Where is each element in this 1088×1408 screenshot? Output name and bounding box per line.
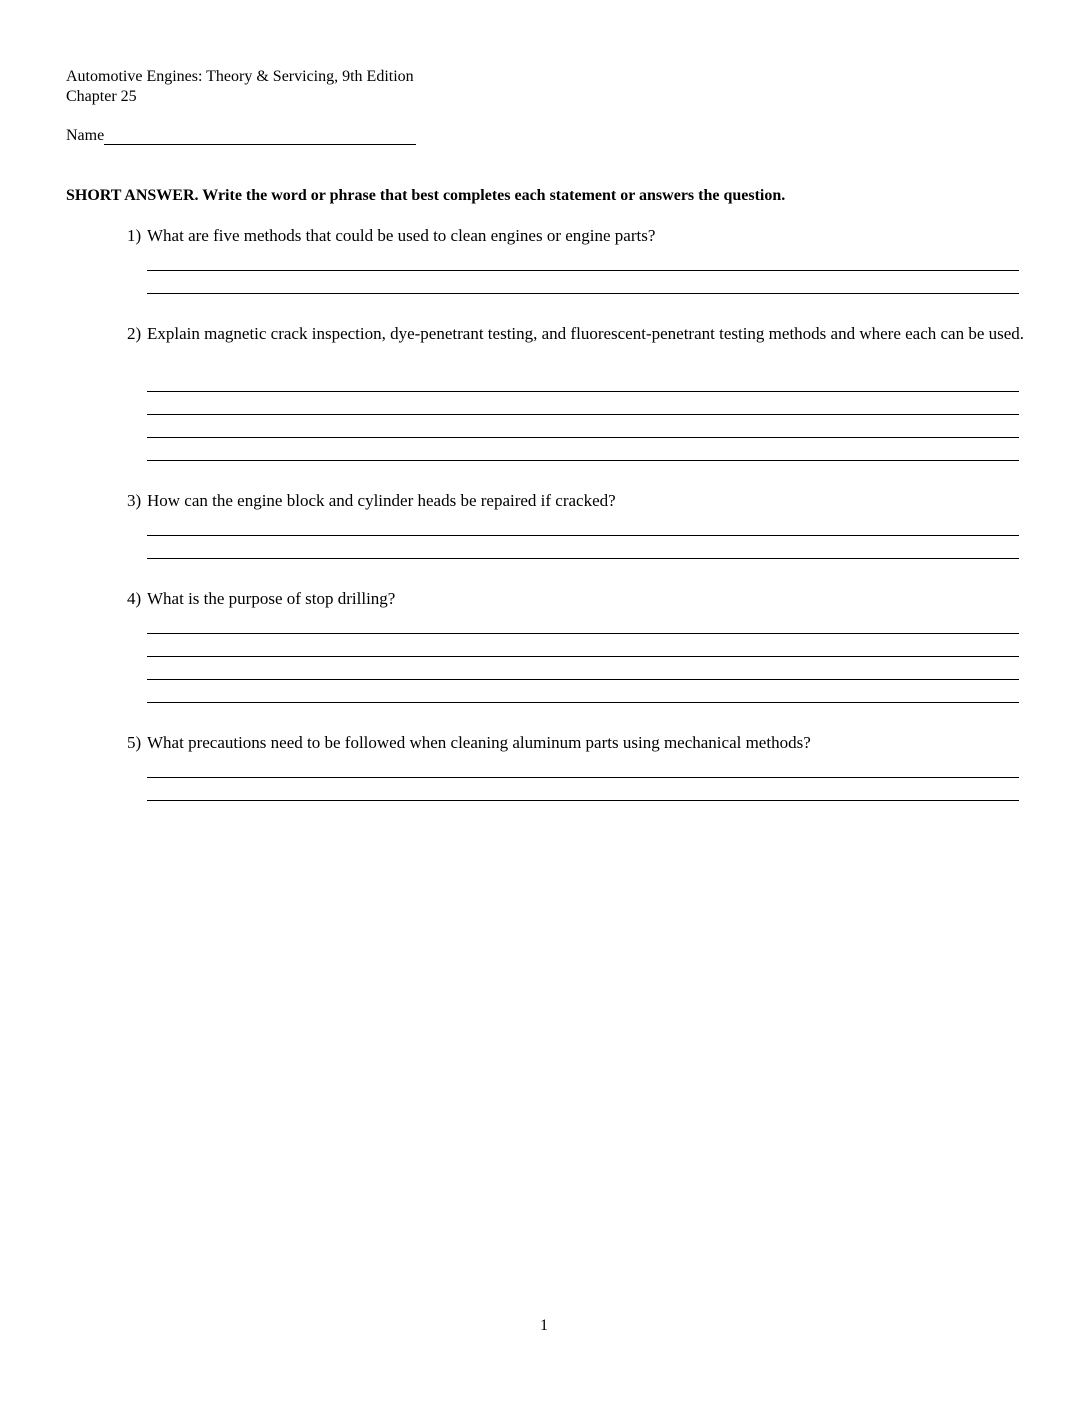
question-number: 3): [127, 491, 142, 510]
section-instructions: SHORT ANSWER. Write the word or phrase that best completes each statement or answers the question.: [66, 187, 786, 204]
answer-line[interactable]: [147, 777, 1019, 778]
answer-line[interactable]: [147, 633, 1019, 634]
answer-line[interactable]: [147, 702, 1019, 703]
book-title: Automotive Engines: Theory & Servicing, 9th Edition: [66, 68, 414, 85]
question-text: What are five methods that could be used to clean engines or engine parts?: [147, 226, 656, 245]
question-number: 4): [127, 589, 142, 608]
answer-line[interactable]: [147, 270, 1019, 271]
answer-line[interactable]: [147, 437, 1019, 438]
name-field[interactable]: [66, 126, 416, 145]
question-number: 1): [127, 226, 142, 245]
answer-line[interactable]: [147, 460, 1019, 461]
question-text: Explain magnetic crack inspection, dye-penetrant testing, and fluorescent-penetrant testing methods and where each can be used.: [147, 324, 1025, 343]
answer-line[interactable]: [147, 535, 1019, 536]
question-text: What is the purpose of stop drilling?: [147, 589, 396, 608]
answer-line[interactable]: [147, 558, 1019, 559]
answer-line[interactable]: [147, 800, 1019, 801]
name-label: Name: [66, 127, 105, 144]
answer-line[interactable]: [147, 391, 1019, 392]
question-number: 5): [127, 733, 142, 752]
answer-line[interactable]: [147, 656, 1019, 657]
answer-line[interactable]: [147, 679, 1019, 680]
chapter-label: Chapter 25: [66, 88, 137, 105]
page-number: 1: [540, 1317, 548, 1334]
question-number: 2): [127, 324, 142, 343]
name-blank-line[interactable]: [104, 128, 416, 145]
answer-line[interactable]: [147, 414, 1019, 415]
answer-line[interactable]: [147, 293, 1019, 294]
question-text: What precautions need to be followed when cleaning aluminum parts using mechanical methods?: [147, 733, 811, 752]
question-text: How can the engine block and cylinder heads be repaired if cracked?: [147, 491, 616, 510]
